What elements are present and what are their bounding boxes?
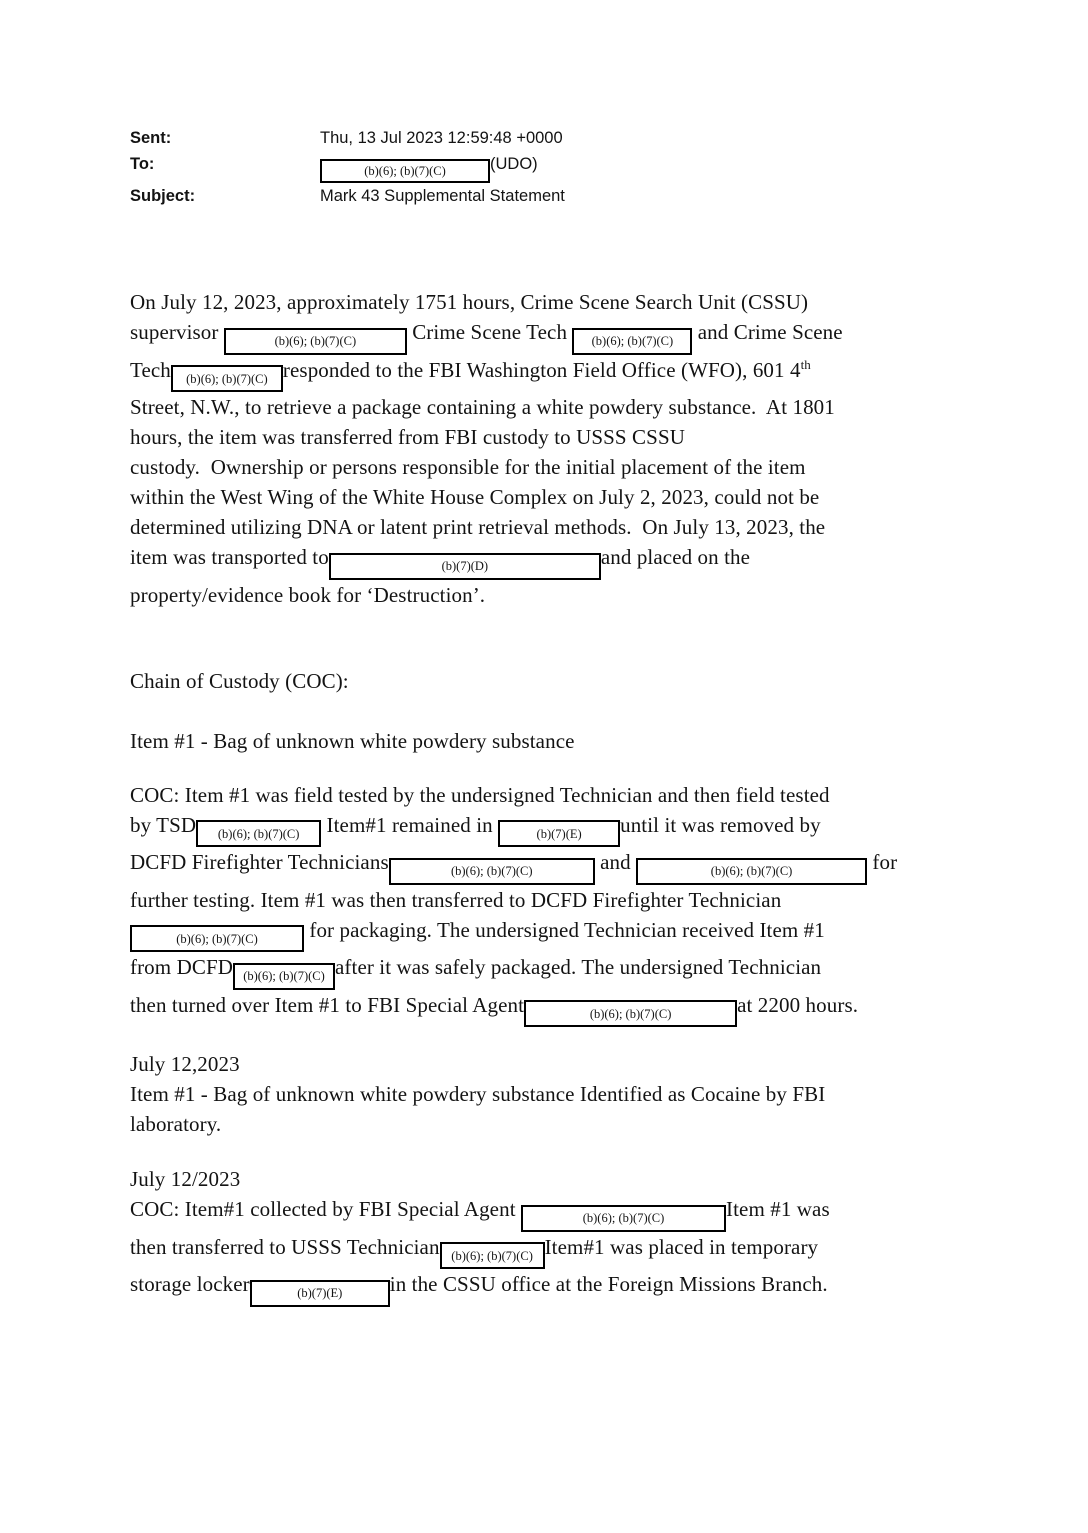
text-line [130, 885, 970, 915]
to-label: To: [130, 155, 155, 173]
text-run: responded to the FBI Washington Field Office (WFO), 601 4 [282, 357, 801, 382]
text-run: custody. Ownership or persons responsible for the initial placement of the item [130, 455, 806, 479]
text-line [130, 1194, 970, 1232]
sent-value: Thu, 13 Jul 2023 12:59:48 +0000 [320, 129, 563, 147]
heading-chain-of-custody [130, 666, 970, 696]
text-line [130, 952, 970, 990]
text-run: for packaging. The undersigned Technician received Item #1 [304, 917, 825, 942]
text-run: Street, N.W., to retrieve a package containing a white powdery substance. At 1801 [130, 395, 835, 419]
paragraph-coc-field-testing [130, 780, 970, 1028]
text-line [130, 1109, 970, 1139]
paragraph-incident-summary [130, 287, 970, 610]
redaction-box: (b)(6); (b)(7)(C) [233, 963, 335, 990]
redaction-box: (b)(6); (b)(7)(C) [440, 1242, 545, 1269]
text-line [130, 847, 970, 885]
text-line [130, 726, 970, 756]
text-run: at 2200 hours. [737, 992, 859, 1017]
text-run: On July 12, 2023, approximately 1751 hours, Crime Scene Search Unit (CSSU) [130, 290, 809, 314]
text-run: Crime Scene Tech [406, 320, 573, 344]
text-run: Item #1 was [726, 1197, 830, 1221]
redaction-box: (b)(7)(E) [498, 820, 620, 847]
text-line [130, 452, 970, 482]
text-line [130, 482, 970, 512]
text-run: by TSD [130, 812, 197, 837]
text-line [130, 512, 970, 542]
text-run: July 12/2023 [130, 1167, 241, 1191]
redaction-box: (b)(6); (b)(7)(C) [224, 328, 407, 355]
text-line [130, 1079, 970, 1109]
text-line [130, 1164, 970, 1194]
text-run: supervisor [130, 320, 224, 344]
text-run: item was transported to [130, 545, 329, 569]
text-line [130, 1049, 970, 1079]
redaction-box: (b)(6); (b)(7)(C) [572, 328, 692, 355]
text-run: Item#1 remained in [321, 812, 499, 837]
text-line [130, 1232, 970, 1270]
header-row-to [130, 151, 1088, 183]
text-line [130, 317, 970, 355]
text-run: hours, the item was transferred from FBI custody to USSS CSSU [130, 425, 685, 449]
subject-label: Subject: [130, 187, 196, 205]
text-line [130, 542, 970, 580]
header-row-sent [130, 125, 1088, 151]
text-run: within the West Wing of the White House Complex on July 2, 2023, could not be [130, 485, 820, 509]
redaction-box: (b)(6); (b)(7)(C) [521, 1205, 726, 1232]
text-run: in the CSSU office at the Foreign Missions Branch. [389, 1272, 828, 1296]
redaction-box: (b)(6); (b)(7)(C) [130, 925, 304, 952]
redaction-box: (b)(6); (b)(7)(C) [171, 365, 283, 392]
header-row-subject [130, 183, 1088, 209]
paragraph-july-12-collection [130, 1164, 970, 1307]
text-run: and Crime Scene [692, 320, 843, 344]
text-run: determined utilizing DNA or latent print retrieval methods. On July 13, 2023, the [130, 515, 826, 539]
text-line [130, 990, 970, 1028]
text-run: after it was safely packaged. The undersigned Technician [335, 955, 822, 979]
text-line [130, 780, 970, 810]
scanned-document-page [0, 125, 1088, 1533]
email-header [130, 125, 1088, 209]
text-run: July 12,2023 [130, 1052, 240, 1076]
line-item-1-description [130, 726, 970, 756]
redaction-box: (b)(6); (b)(7)(C) [389, 858, 595, 885]
redaction-box: (b)(7)(D) [329, 553, 601, 580]
text-run: Chain of Custody (COC): [130, 668, 349, 693]
text-line [130, 392, 970, 422]
text-line [130, 355, 970, 393]
text-line [130, 810, 970, 848]
text-run: until it was removed by [620, 812, 821, 837]
text-run: and [594, 850, 637, 874]
to-value [320, 151, 538, 183]
redaction-box: (b)(6); (b)(7)(C) [636, 858, 867, 885]
subject-value: Mark 43 Supplemental Statement [320, 187, 565, 205]
text-run: and placed on the [600, 545, 751, 569]
paragraph-july-12-identification [130, 1049, 970, 1139]
text-run: then turned over Item #1 to FBI Special Agent [130, 992, 525, 1017]
text-line [130, 1269, 970, 1307]
text-run: storage locker [130, 1272, 250, 1296]
text-line [130, 287, 970, 317]
to-suffix: (UDO) [490, 155, 538, 173]
text-line [130, 580, 970, 610]
text-run: DCFD Firefighter Technicians [130, 850, 389, 874]
text-run: Tech [130, 357, 171, 382]
text-run: for [867, 850, 898, 874]
text-run: property/evidence book for ‘Destruction’. [130, 582, 486, 607]
text-line [130, 422, 970, 452]
redaction-box: (b)(6); (b)(7)(C) [524, 1000, 737, 1027]
text-run: laboratory. [130, 1112, 222, 1136]
redaction-box: (b)(6); (b)(7)(C) [320, 159, 490, 183]
text-line [130, 666, 970, 696]
text-run: Item #1 - Bag of unknown white powdery substance Identified as Cocaine by FBI [130, 1082, 826, 1106]
sent-label: Sent: [130, 129, 172, 147]
text-run: COC: Item#1 collected by FBI Special Agent [130, 1197, 521, 1221]
redaction-box: (b)(7)(E) [250, 1280, 390, 1307]
text-line [130, 915, 970, 953]
document-body [130, 287, 970, 1307]
text-run: Item#1 was placed in temporary [544, 1234, 819, 1259]
text-run: then transferred to USSS Technician [130, 1234, 440, 1259]
text-run: further testing. Item #1 was then transferred to DCFD Firefighter Technician [130, 887, 782, 912]
text-run: COC: Item #1 was field tested by the undersigned Technician and then field tested [130, 782, 830, 807]
text-run: from DCFD [130, 955, 233, 979]
redaction-box: (b)(6); (b)(7)(C) [196, 820, 321, 847]
text-run: Item #1 - Bag of unknown white powdery substance [130, 728, 575, 753]
superscript: th [800, 356, 811, 372]
